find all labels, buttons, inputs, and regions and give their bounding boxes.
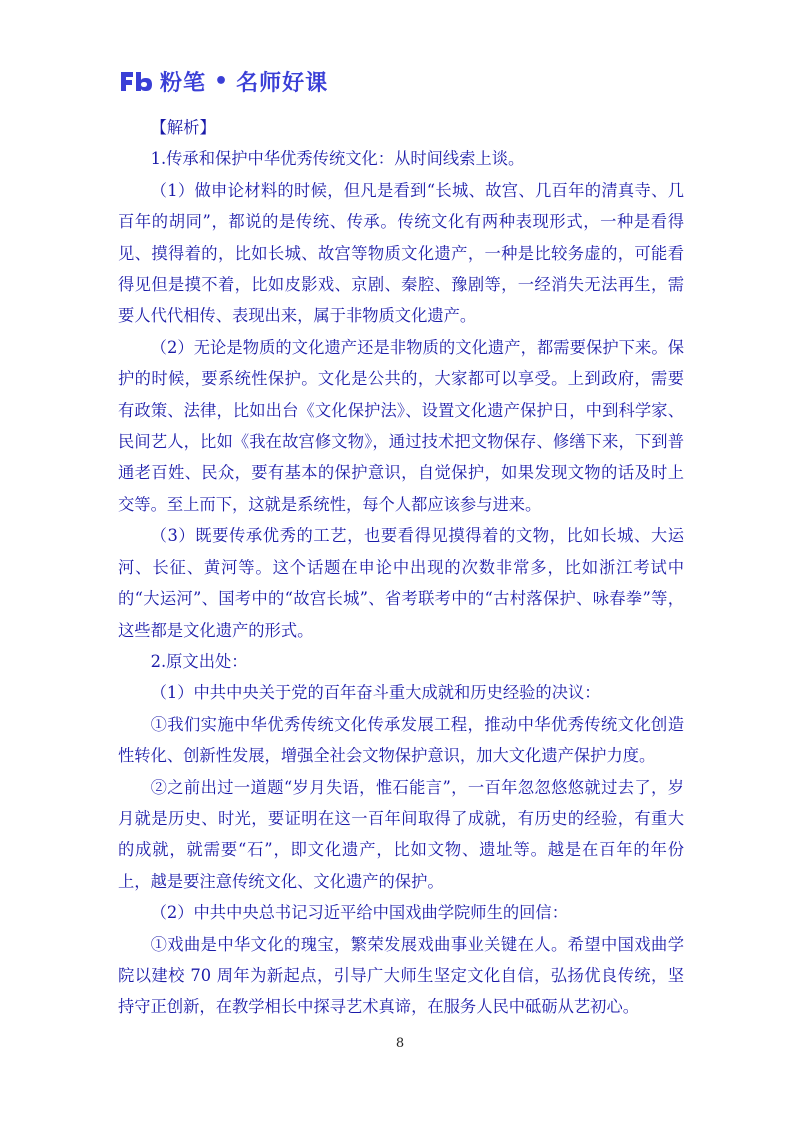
- paragraph: 2.原文出处：: [150, 651, 248, 671]
- paragraph: ①我们实施中华优秀传统文化传承发展工程，推动中华优秀传统文化创造性转化、创新性发展，增强全社会文物保护意识，加大文化遗产保护力度。: [118, 714, 684, 766]
- header-tagline: 名师好课: [236, 70, 329, 96]
- fenbi-logo-icon: [118, 68, 154, 94]
- header-separator: •: [214, 68, 229, 94]
- header-brand: 粉笔: [160, 70, 207, 96]
- paragraph: ②之前出过一道题“岁月失语，惟石能言”，一百年忽忽悠悠就过去了，岁月就是历史、时光，要证明在这一百年间取得了成就，有历史的经验，有重大的成就，就需要“石”，即文化遗产，比如文物、遗址等。越是在百年的年份上，越是要注意传统文化、文化遗产的保护。: [118, 777, 684, 891]
- paragraph: 1.传承和保护中华优秀传统文化：从时间线索上谈。: [150, 149, 525, 169]
- paragraph: （2）无论是物质的文化遗产还是非物质的文化遗产，都需要保护下来。保护的时候，要系统性保护。文化是公共的，大家都可以享受。上到政府，需要有政策、法律，比如出台《文化保护法》、设置文化遗产保护日，中到科学家、民间艺人，比如《我在故宫修文物》，通过技术把文物保存、修缮下来，下到普通老百姓、民众，要有基本的保护意识，自觉保护，如果发现文物的话及时上交等。至上而下，这就是系统性，每个人都应该参与进来。: [118, 337, 684, 514]
- paragraph: （3）既要传承优秀的工艺，也要看得见摸得着的文物，比如长城、大运河、长征、黄河等。这个话题在申论中出现的次数非常多，比如浙江考试中的“大运河”、国考中的“故宫长城”、省考联考中的“古村落保护、咏春拳”等，这些都是文化遗产的形式。: [118, 526, 684, 640]
- paragraph: （1）中共中央关于党的百年奋斗重大成就和历史经验的决议：: [150, 683, 601, 703]
- page-number: 8: [395, 1036, 405, 1051]
- page-header: [118, 64, 328, 98]
- paragraph: （2）中共中央总书记习近平给中国戏曲学院师生的回信：: [150, 903, 568, 923]
- section-heading: 【解析】: [150, 118, 216, 137]
- paragraph: （1）做申论材料的时候，但凡是看到“长城、故宫、几百年的清真寺、几百年的胡同”，都说的是传统、传承。传统文化有两种表现形式，一种是看得见、摸得着的，比如长城、故宫等物质文化遗产，一种是比较务虚的，可能看得见但是摸不着，比如皮影戏、京剧、秦腔、豫剧等，一经消失无法再生，需要人代代相传、表现出来，属于非物质文化遗产。: [118, 180, 684, 326]
- document-body: [118, 112, 684, 1023]
- paragraph: ①戏曲是中华文化的瑰宝，繁荣发展戏曲事业关键在人。希望中国戏曲学院以建校 70 周年为新起点，引导广大师生坚定文化自信，弘扬优良传统，坚持守正创新，在教学相长中探寻艺术真谛，在服务人民中砥砺从艺初心。: [118, 934, 684, 1017]
